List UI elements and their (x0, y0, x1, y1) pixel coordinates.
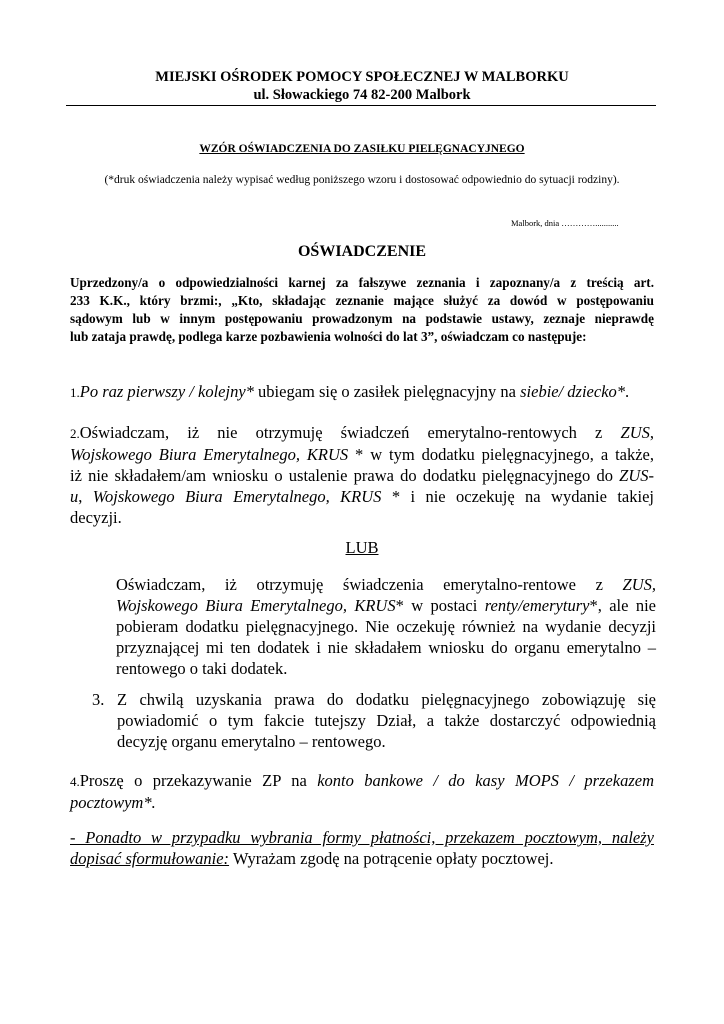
item-2-alternative (116, 574, 656, 679)
item-1: 1.Po raz pierwszy / kolejny* ubiegam się o zasiłek pielęgnacyjny na siebie/ dziecko*. (70, 382, 630, 401)
institution-name: MIEJSKI OŚRODEK POMOCY SPOŁECZNEJ W MALBORKU (155, 69, 569, 85)
item-3 (92, 689, 656, 752)
form-note: (*druk oświadczenia należy wypisać według poniższego wzoru i dostosować odpowiednio do sytuacji rodziny). (104, 174, 620, 186)
payment-note-line: dopisać sformułowanie: Wyrażam zgodę na potrącenie opłaty pocztowej. (70, 849, 554, 868)
institution-address: ul. Słowackiego 74 82-200 Malbork (253, 87, 471, 103)
item-3-line: decyzję organu emerytalno – rentowego. (117, 732, 386, 751)
item-2-line: iż nie składałem/am wniosku o ustalenie prawa do dodatku pielęgnacyjnego do ZUS- (70, 466, 654, 485)
intro-line: lub zataja prawdę, podlega karze pozbawienia wolności do lat 3”, oświadczam co następuje: (70, 329, 587, 344)
item-2b-line: pobieram dodatku pielęgnacyjnego. Nie oczekuję również na wydanie decyzji (116, 617, 656, 636)
item-2b-line: przyznającej mi ten dodatek i nie składałem wniosku do organu emerytalno – (116, 638, 656, 657)
intro-line: 233 K.K., który brzmi:, „Kto, składając zeznanie mające służyć za dowód w postępowaniu (70, 293, 654, 308)
payment-note (70, 827, 654, 869)
item-2-line: u, Wojskowego Biura Emerytalnego, KRUS * i nie oczekuję na wydanie takiej (70, 487, 654, 506)
item-2-line: 2.Oświadczam, iż nie otrzymuję świadczeń emerytalno-rentowych z ZUS, (70, 423, 654, 442)
item-2-line: Wojskowego Biura Emerytalnego, KRUS * w tym dodatku pielęgnacyjnego, a także, (70, 445, 654, 464)
item-2b-line: rentowego o taki dodatek. (116, 659, 288, 678)
intro-line: sądowym lub w innym postępowaniu prowadzonym na podstawie ustawy, zeznaje nieprawdę (70, 311, 654, 326)
item-2-line: decyzji. (70, 508, 122, 527)
item-3-line: Z chwilą uzyskania prawa do dodatku pielęgnacyjnego zobowiązuję się (117, 690, 656, 709)
item-4-line: 4.Proszę o przekazywanie ZP na konto bankowe / do kasy MOPS / przekazem (70, 771, 654, 790)
item-2 (70, 422, 654, 528)
item-3-number: 3. (92, 690, 105, 709)
or-separator: LUB (345, 538, 379, 557)
item-2b-line: Oświadczam, iż otrzymuję świadczenia emerytalno-rentowe z ZUS, (116, 575, 656, 594)
date-line: Malbork, dnia …………........... (511, 218, 619, 228)
payment-note-line: - Ponadto w przypadku wybrania formy płatności, przekazem pocztowym, należy (70, 828, 654, 847)
item-2b-line: Wojskowego Biura Emerytalnego, KRUS* w postaci renty/emerytury*, ale nie (116, 596, 657, 615)
document-title: OŚWIADCZENIE (297, 243, 427, 260)
form-subtitle: WZÓR OŚWIADCZENIA DO ZASIŁKU PIELĘGNACYJNEGO (199, 143, 525, 155)
intro-paragraph (70, 274, 654, 346)
item-4 (70, 770, 654, 813)
item-4-line: pocztowym*. (70, 793, 156, 812)
item-3-line: powiadomić o tym fakcie tutejszy Dział, a także dostarczyć odpowiednią (117, 711, 656, 730)
intro-line: Uprzedzony/a o odpowiedzialności karnej za fałszywe zeznania i zapoznany/a z treścią art. (70, 275, 654, 290)
header-divider (66, 105, 656, 106)
